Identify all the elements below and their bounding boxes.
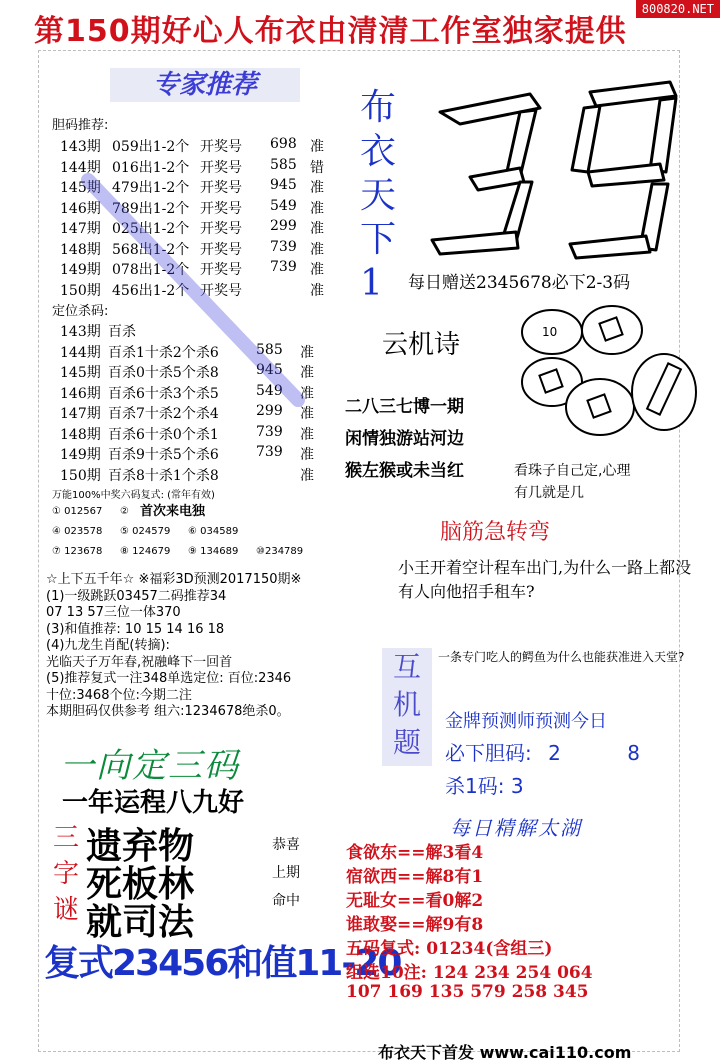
danma-issue: 146期 [60,200,101,217]
header [0,0,720,48]
danma-kj: 开奖号 [200,262,242,278]
buyi-char: 下 [360,219,397,260]
dingwei-issue: 145期 [60,365,101,381]
must-code-b: 8 [627,741,640,765]
riddle-question: 小王开着空计程车出门,为什么一路上都没有人向他招手租车? [398,558,692,601]
danma-res: 准 [310,241,324,258]
danma-num: 698 [270,136,297,152]
buyi-char: 衣 [360,131,397,172]
congrats-text: 上期 [272,865,300,881]
side-char: 题 [392,726,421,759]
danma-issue: 149期 [60,262,101,278]
fucai-line: (4)九龙生肖配(转摘): [46,638,170,653]
dingwei-pick: 百杀9十杀5个杀6 [108,447,219,463]
six-code-label: 万能100%中奖六码复式: (常年有效) [52,490,215,501]
danma-pick: 078出1-2个 [112,262,190,278]
dingwei-issue: 147期 [60,406,101,422]
fucai-line: 07 13 57三位一体370 [46,605,181,620]
dingwei-pick: 百杀 [108,324,136,340]
daily-gift-text: 每日赠送2345678必下2-3码 [408,273,631,293]
danma-num: 739 [270,238,297,255]
danma-pick: 789出1-2个 [112,200,190,217]
expert-banner: 专家推荐 [110,68,300,102]
riddle-word: 就司法 [86,901,195,943]
first-call-text: 首次来电独 [140,504,206,519]
buyi-char: 布 [360,87,397,128]
danma-kj: 开奖号 [200,221,242,237]
combo-item: ⑦ 123678 [52,546,103,557]
dingwei-issue: 148期 [60,426,101,443]
yunji-title: 云机诗 [382,330,461,360]
danma-num: 739 [270,259,297,275]
side-char: 互 [392,650,421,683]
danma-label: 胆码推荐: [52,118,109,133]
dingwei-issue: 144期 [60,344,101,361]
dingwei-res: 准 [300,406,314,422]
riddle-word: 遗弃物 [86,825,195,867]
must-code-label: 必下胆码: [445,741,532,765]
sanzi-char: 谜 [52,895,79,925]
combo-item: ④ 023578 [52,526,103,537]
dingwei-pick: 百杀6十杀0个杀1 [108,426,219,443]
danma-res: 准 [310,282,324,299]
danma-kj: 开奖号 [200,282,242,299]
buyi-char: 1 [360,263,383,304]
dingwei-issue: 146期 [60,385,101,402]
coin-label: 10 [542,325,558,339]
dingwei-res: 准 [300,365,314,381]
danma-issue: 144期 [60,159,101,176]
side-char: 机 [392,688,421,721]
fucai-line: 光临天子万年春,祝融峰下一回首 [46,654,233,670]
fucai-line: (5)推荐复式一注348单选定位: 百位:2346 [46,671,292,686]
dingwei-num: 299 [256,403,283,419]
combo-item: ⑥ 034589 [188,526,239,537]
taihu-title: 每日精解太湖 [450,816,582,840]
danma-pick: 025出1-2个 [112,221,190,237]
red-line: 谁敢娶==解9有8 [346,915,484,935]
fucai-line: (3)和值推荐: 10 15 14 16 18 [46,621,225,637]
riddle-title: 脑筋急转弯 [440,520,551,545]
danma-res: 准 [310,262,324,278]
danma-pick: 059出1-2个 [112,139,190,155]
poem-line: 二八三七博一期 [345,397,464,417]
combo-item: ① 012567 [52,506,103,517]
dingwei-pick: 百杀0十杀5个杀8 [108,365,219,381]
danma-kj: 开奖号 [200,200,242,217]
dingwei-res: 准 [300,447,314,463]
page-title: 第150期好心人布衣由清清工作室独家提供 [34,14,627,49]
dingwei-res: 准 [300,467,314,484]
dingwei-num: 945 [256,362,283,378]
congrats-text: 命中 [272,893,300,909]
gold-predictor-title: 金牌预测师预测今日 [445,711,607,732]
fushi-big: 复式23456和值11-20 [44,943,401,984]
danma-issue: 145期 [60,180,101,196]
buyi-vertical [360,86,408,306]
coins-graphic [512,302,702,452]
dingwei-res: 准 [300,385,314,402]
dingwei-pick: 百杀6十杀3个杀5 [108,385,219,402]
danma-res: 准 [310,200,324,217]
crocodile-riddle: 一条专门吃人的鳄鱼为什么也能获准进入天堂? [438,650,685,664]
poem-line: 闲情独游站河边 [345,429,464,449]
caption-line: 看珠子自己定,心理 [514,463,631,479]
dingwei-issue: 150期 [60,467,101,484]
danma-pick: 016出1-2个 [112,159,190,176]
dingwei-res: 准 [300,344,314,361]
buyi-char: 天 [360,175,397,216]
danma-res: 准 [310,180,324,196]
dingwei-pick: 百杀7十杀2个杀4 [108,406,219,422]
footer-source[interactable]: 布衣天下首发 www.cai110.com [378,1043,632,1062]
dingwei-pick: 百杀1十杀2个杀6 [108,344,219,361]
combo-item: ② [120,506,129,517]
danma-issue: 150期 [60,282,101,299]
dingwei-num: 549 [256,382,283,399]
danma-num: 945 [270,177,297,193]
combo-item: ⑤ 024579 [120,526,171,537]
three-word-riddle-label [52,820,80,928]
must-code-a: 2 [548,741,561,765]
sanzi-char: 三 [52,823,79,853]
combo-item: ⑩234789 [256,546,304,557]
danma-num: 299 [270,218,297,234]
red-line: 组选10注: 124 234 254 064 [346,963,593,983]
dingwei-label: 定位杀码: [52,304,109,319]
dingwei-issue: 143期 [60,324,101,340]
danma-res: 准 [310,139,324,155]
red-line: 107 169 135 579 258 345 [346,982,589,1002]
dingwei-num: 739 [256,423,283,440]
coins-caption [514,460,714,504]
big-39-graphic [420,72,690,262]
red-line: 宿欲西==解8有1 [346,867,484,887]
danma-kj: 开奖号 [200,180,242,196]
red-line: 无耻女==看0解2 [346,891,484,911]
danma-issue: 147期 [60,221,101,237]
must-code-line [445,737,640,766]
riddle-word: 死板林 [86,863,195,905]
dingwei-issue: 149期 [60,447,101,463]
danma-pick: 568出1-2个 [112,241,190,258]
danma-num: 549 [270,197,297,214]
danma-res: 准 [310,221,324,237]
dingwei-pick: 百杀8十杀1个杀8 [108,467,219,484]
danma-kj: 开奖号 [200,241,242,258]
combo-item: ⑨ 134689 [188,546,239,557]
fucai-line: ☆上下五千年☆ ※福彩3D预测2017150期※ [46,572,302,587]
dingwei-num: 739 [256,444,283,460]
caption-line: 有几就是几 [514,485,584,501]
danma-issue: 143期 [60,139,101,155]
kill-code: 杀1码: 3 [445,774,524,798]
danma-kj: 开奖号 [200,159,242,176]
fucai-line: 本期胆码仅供参考 组六:1234678绝杀0。 [46,704,290,719]
sanzi-char: 字 [52,859,79,889]
danma-kj: 开奖号 [200,139,242,155]
yinian-title: 一年运程八九好 [62,788,245,818]
red-line: 五码复式: 01234(含组三) [346,939,553,959]
yixiang-title: 一向定三码 [60,746,240,786]
danma-pick: 479出1-2个 [112,180,190,196]
danma-pick: 456出1-2个 [112,282,190,299]
combo-item: ⑧ 124679 [120,546,171,557]
fucai-line: 十位:3468个位:今期二注 [46,687,192,703]
poem-line: 猴左猴或未当红 [345,461,464,481]
danma-res: 错 [310,159,324,176]
site-badge[interactable]: 800820.NET [636,0,720,18]
fucai-line: (1)一级跳跃03457二码推荐34 [46,588,227,604]
danma-num: 585 [270,156,297,173]
red-line: 食欲东==解3看4 [346,843,484,863]
congrats-text: 恭喜 [272,837,300,853]
dingwei-num: 585 [256,341,283,358]
riddle-side-box [382,648,432,766]
dingwei-res: 准 [300,426,314,443]
danma-issue: 148期 [60,241,101,258]
